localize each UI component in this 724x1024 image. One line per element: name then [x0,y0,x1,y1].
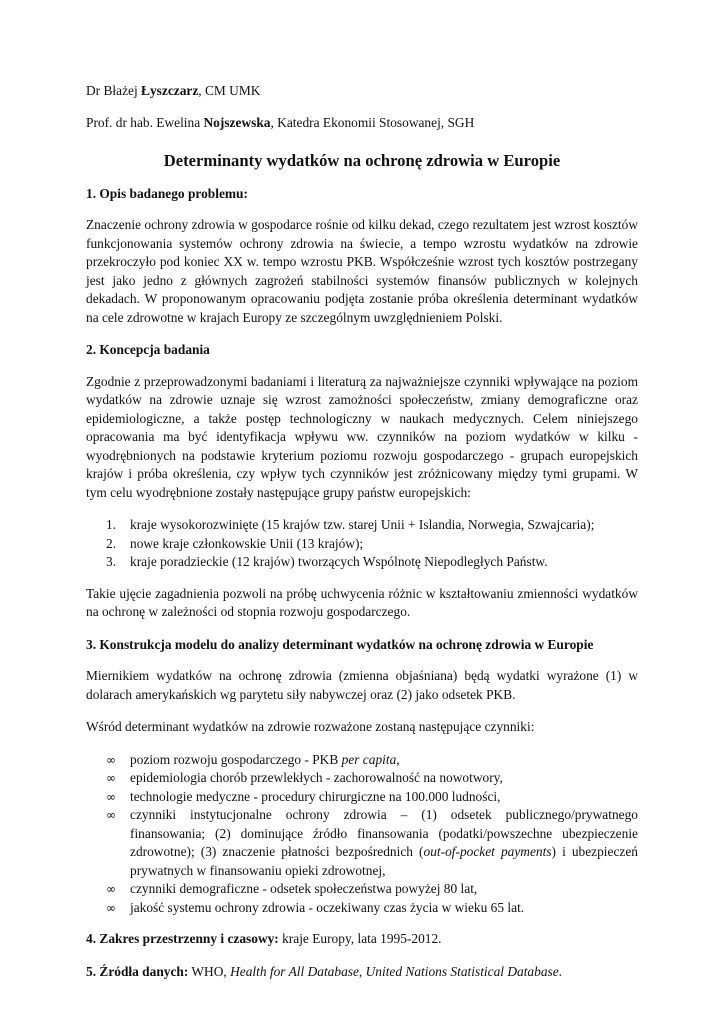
list-item-text: kraje poradzieckie (12 krajów) tworzących Wspólnotę Niepodległych Państw. [130,554,548,569]
list-item-text: nowe kraje członkowskie Unii (13 krajów); [130,535,364,551]
section-4 [86,930,638,949]
author-1-surname: Łyszczarz [141,83,199,98]
infinity-bullet-icon: ∞ [106,900,116,915]
list-item [86,788,638,807]
list-item [86,553,638,572]
author-2-affiliation: , Katedra Ekonomii Stosowanej, SGH [270,114,475,130]
section-5-heading: 5. Źródła danych: [86,963,189,979]
factor-emphasis: per capita [341,751,397,767]
factor-text: technologie medyczne - procedury chirurgiczne na 100.000 ludności, [130,788,501,804]
determinants-list [86,751,638,918]
factor-text-end: ) i ubezpieczeń prywatnych w finansowaniu opieki zdrowotnej, [130,844,639,878]
factor-text: czynniki demograficzne - odsetek społeczeństwa powyżej 80 lat, [130,881,478,896]
list-item [86,880,638,899]
factor-emphasis: out-of-pocket payments [423,844,552,859]
list-item [86,806,638,880]
section-2-heading: 2. Koncepcja badania [86,342,210,357]
list-item [86,751,638,770]
factor-text: jakość systemu ochrony zdrowia - oczekiwany czas życia w wieku 65 lat. [130,899,525,915]
section-4-heading: 4. Zakres przestrzenny i czasowy: [86,931,279,946]
country-groups-list [86,516,638,572]
factor-text: poziom rozwoju gospodarczego - PKB [130,751,342,767]
source-2: United Nations Statistical Database [365,963,559,979]
list-item-number: 2. [106,535,117,551]
infinity-bullet-icon: ∞ [106,808,116,822]
section-5-end: . [558,963,563,979]
section-3-text-1: Miernikiem wydatków na ochronę zdrowia (zmienna objaśniana) będą wydatki wyrażone (1) w dolarach amerykańskich wg parytetu siły nabywczej oraz (2) jako odsetek PKB. [86,668,638,702]
list-item [86,899,638,918]
author-1-affiliation: , CM UMK [198,83,261,98]
list-item [86,769,638,788]
list-item-text: kraje wysokorozwinięte (15 krajów tzw. starej Unii + Islandia, Norwegia, Szwajcaria); [130,517,595,532]
list-item-number: 1. [106,517,117,532]
list-item [86,535,638,554]
author-line-1 [86,82,638,101]
section-3-heading: 3. Konstrukcja modelu do analizy determinant wydatków na ochronę zdrowia w Europie [86,636,594,652]
infinity-bullet-icon: ∞ [106,771,116,785]
source-1: Health for All Database [230,963,359,979]
infinity-bullet-icon: ∞ [106,789,116,804]
author-2-prefix: Prof. dr hab. Ewelina [86,114,204,130]
section-5 [86,963,638,982]
source-separator: , [358,963,366,979]
list-item-number: 3. [106,554,117,569]
factor-text: epidemiologia chorób przewlekłych - zachorowalność na nowotwory, [130,770,503,785]
infinity-bullet-icon: ∞ [106,752,116,767]
document-title: Determinanty wydatków na ochronę zdrowia w Europie [163,151,561,170]
author-line-2 [86,114,638,133]
section-3-text-2: Wśród determinant wydatków na zdrowie rozważone zostaną następujące czynniki: [86,719,535,734]
author-1-prefix: Dr Błażej [86,83,142,98]
section-2-text: Zgodnie z przeprowadzonymi badaniami i literaturą za najważniejsze czynniki wpływające na poziom wydatków na zdrowie uznaje się wzrost zamożności społeczeństw, zmiany demograficzne oraz epidemiologiczne, a także postęp technologiczny w naukach medycznych. Celem niniejszego opracowania ma być identyfikacja wpływu ww. czynników na poziom wydatków w kilku - wyodrębnionych na podstawie kryterium poziomu rozwoju gospodarczego - grupach europejskich krajów i próba określenia, czy wpływ tych czynników jest zróżnicowany między tymi grupami. W tym celu wyodrębnione zostały następujące grupy państw europejskich: [86,373,638,500]
factor-text-end: , [396,751,400,767]
section-1-text: Znaczenie ochrony zdrowia w gospodarce rośnie od kilku dekad, czego rezultatem jest wzrost kosztów funkcjonowania systemów ochrony zdrowia na świecie, a tempo wzrostu wydatków na zdrowie przekroczyło pod koniec XX w. tempo wzrostu PKB. Współcześnie wzrost tych kosztów postrzegany jest jako jedno z głównych zagrożeń stabilności systemów finansów publicznych w kolejnych dekadach. W proponowanym opracowaniu podjęta zostanie próba określenia determinant wydatków na cele zdrowotne w krajach Europy ze szczególnym uwzględnieniem Polski. [86,217,638,325]
infinity-bullet-icon: ∞ [106,882,116,896]
section-2-closing: Takie ujęcie zagadnienia pozwoli na próbę uchwycenia różnic w kształtowaniu zmienności wydatków na ochronę w zależności od stopnia rozwoju gospodarczego. [86,585,638,619]
factor-text: czynniki instytucjonalne ochrony zdrowia – (1) odsetek publicznego/prywatnego finansowania; (2) dominujące źródło finansowania (podatki/powszechne ubezpieczenie zdrowotne); (3) znaczenie płatności bezpośrednich ( [130,807,638,859]
author-2-surname: Nojszewska [203,114,271,130]
section-4-text: kraje Europy, lata 1995-2012. [278,931,442,946]
section-1-heading: 1. Opis badanego problemu: [86,185,248,201]
section-5-text: WHO, [188,963,231,979]
list-item [86,516,638,535]
